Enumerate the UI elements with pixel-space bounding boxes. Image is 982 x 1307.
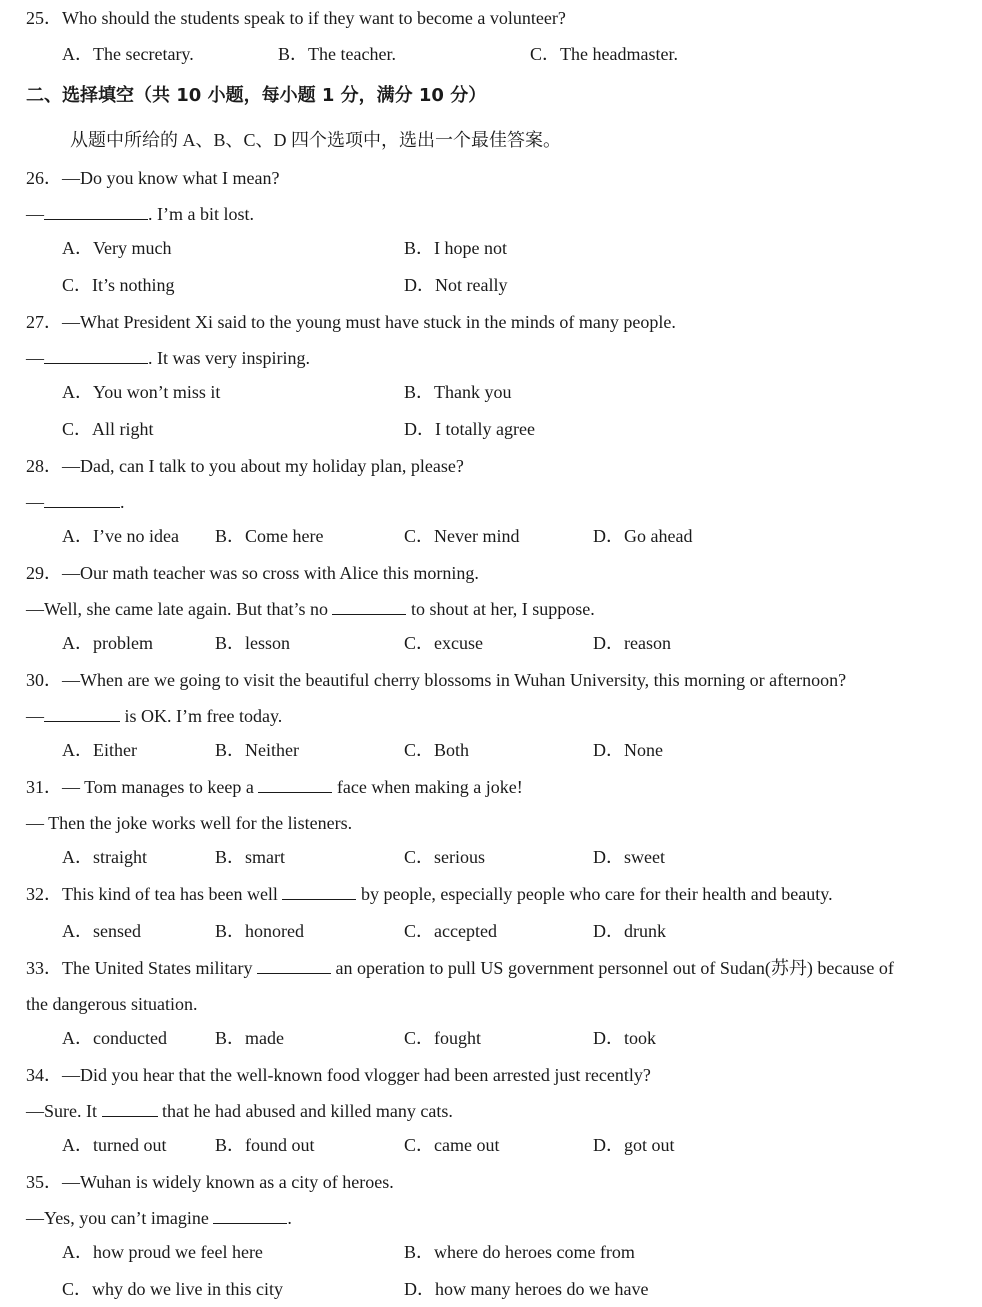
q31-line1-suffix: face when making a joke! xyxy=(336,777,523,797)
q29-option-d[interactable]: D．reason xyxy=(593,633,671,653)
q29-line1: 29．—Our math teacher was so cross with Alice this morning. xyxy=(26,563,479,583)
q27-answer-blank[interactable] xyxy=(44,347,148,364)
q35-option-b[interactable]: B．where do heroes come from xyxy=(404,1242,635,1262)
q28-line1: 28．—Dad, can I talk to you about my holiday plan, please? xyxy=(26,456,464,476)
q32-line1-prefix: 32．This kind of tea has been well xyxy=(26,884,278,904)
q33-line1 xyxy=(26,957,894,979)
q30-option-a[interactable]: A．Either xyxy=(62,740,137,760)
q34-line2-suffix: that he had abused and killed many cats. xyxy=(162,1101,453,1121)
q29-line2 xyxy=(26,598,595,620)
q25-option-c[interactable]: C．The headmaster. xyxy=(530,44,678,64)
q26-line2-suffix: . I’m a bit lost. xyxy=(148,204,254,224)
q34-option-d[interactable]: D．got out xyxy=(593,1135,675,1155)
q26-option-a[interactable]: A．Very much xyxy=(62,238,172,258)
q29-line2-prefix: —Well, she came late again. But that’s no xyxy=(26,599,328,619)
q30-line2-suffix: is OK. I’m free today. xyxy=(124,706,283,726)
q33-line2: the dangerous situation. xyxy=(26,994,198,1014)
q27-line2-suffix: . It was very inspiring. xyxy=(148,348,310,368)
q33-line1-suffix: an operation to pull US government personnel out of Sudan(苏丹) because of xyxy=(335,958,894,978)
q28-line2-suffix: . xyxy=(120,492,125,512)
q35-option-d[interactable]: D．how many heroes do we have xyxy=(404,1279,649,1299)
q27-option-c[interactable]: C．All right xyxy=(62,419,154,439)
q29-answer-blank[interactable] xyxy=(332,598,406,615)
q29-option-c[interactable]: C．excuse xyxy=(404,633,483,653)
q32-option-a[interactable]: A．sensed xyxy=(62,921,141,941)
q31-answer-blank[interactable] xyxy=(258,776,332,793)
q26-option-d[interactable]: D．Not really xyxy=(404,275,508,295)
q32-option-c[interactable]: C．accepted xyxy=(404,921,497,941)
q29-option-b[interactable]: B．lesson xyxy=(215,633,291,653)
q35-line2-prefix: —Yes, you can’t imagine xyxy=(26,1208,209,1228)
q33-option-a[interactable]: A．conducted xyxy=(62,1028,167,1048)
q33-option-d[interactable]: D．took xyxy=(593,1028,656,1048)
q29-option-a[interactable]: A．problem xyxy=(62,633,153,653)
q35-option-a[interactable]: A．how proud we feel here xyxy=(62,1242,263,1262)
q31-option-b[interactable]: B．smart xyxy=(215,847,285,867)
q28-option-c[interactable]: C．Never mind xyxy=(404,526,520,546)
q27-line2-prefix: — xyxy=(26,348,44,368)
section-heading: 二、选择填空（共 10 小题，每小题 1 分，满分 10 分） xyxy=(26,85,487,106)
q34-answer-blank[interactable] xyxy=(102,1100,158,1117)
q32-line1 xyxy=(26,883,833,905)
q26-option-b[interactable]: B．I hope not xyxy=(404,238,507,258)
q34-line1: 34．—Did you hear that the well-known food vlogger had been arrested just recently? xyxy=(26,1065,651,1085)
q28-option-b[interactable]: B．Come here xyxy=(215,526,324,546)
q29-line2-suffix: to shout at her, I suppose. xyxy=(410,599,595,619)
q31-line1 xyxy=(26,776,523,798)
q28-option-a[interactable]: A．I’ve no idea xyxy=(62,526,179,546)
q31-option-d[interactable]: D．sweet xyxy=(593,847,665,867)
q26-line1: 26．—Do you know what I mean? xyxy=(26,168,280,188)
q31-line2: — Then the joke works well for the listeners. xyxy=(26,813,353,833)
q33-option-b[interactable]: B．made xyxy=(215,1028,284,1048)
q25-stem: 25．Who should the students speak to if they want to become a volunteer? xyxy=(26,8,566,28)
q35-answer-blank[interactable] xyxy=(213,1207,287,1224)
q30-line2-prefix: — xyxy=(26,706,44,726)
q27-option-b[interactable]: B．Thank you xyxy=(404,382,512,402)
q34-line2 xyxy=(26,1100,453,1122)
q31-option-c[interactable]: C．serious xyxy=(404,847,485,867)
q28-line2 xyxy=(26,491,125,513)
q34-option-b[interactable]: B．found out xyxy=(215,1135,315,1155)
q33-option-c[interactable]: C．fought xyxy=(404,1028,482,1048)
q30-line1: 30．—When are we going to visit the beautiful cherry blossoms in Wuhan University, this morning or afternoon? xyxy=(26,670,847,690)
q32-option-b[interactable]: B．honored xyxy=(215,921,304,941)
q31-option-a[interactable]: A．straight xyxy=(62,847,147,867)
q26-option-c[interactable]: C．It’s nothing xyxy=(62,275,175,295)
q32-line1-suffix: by people, especially people who care for their health and beauty. xyxy=(360,884,833,904)
q32-answer-blank[interactable] xyxy=(282,883,356,900)
q33-line1-prefix: 33．The United States military xyxy=(26,958,253,978)
section-instruction: 从题中所给的 A、B、C、D 四个选项中，选出一个最佳答案。 xyxy=(70,130,562,150)
q26-answer-blank[interactable] xyxy=(44,203,148,220)
q27-option-d[interactable]: D．I totally agree xyxy=(404,419,535,439)
q28-line2-prefix: — xyxy=(26,492,44,512)
q35-option-c[interactable]: C．why do we live in this city xyxy=(62,1279,283,1299)
q27-line2 xyxy=(26,347,310,369)
q32-option-d[interactable]: D．drunk xyxy=(593,921,666,941)
q34-option-c[interactable]: C．came out xyxy=(404,1135,500,1155)
q34-option-a[interactable]: A．turned out xyxy=(62,1135,167,1155)
q25-option-a[interactable]: A．The secretary. xyxy=(62,44,194,64)
q33-answer-blank[interactable] xyxy=(257,957,331,974)
q35-line2-suffix: . xyxy=(287,1208,292,1228)
q26-line2 xyxy=(26,203,254,225)
q35-line2 xyxy=(26,1207,292,1229)
q26-line2-prefix: — xyxy=(26,204,44,224)
q28-answer-blank[interactable] xyxy=(44,491,120,508)
q30-line2 xyxy=(26,705,282,727)
q25-option-b[interactable]: B．The teacher. xyxy=(278,44,396,64)
q31-line1-prefix: 31．— Tom manages to keep a xyxy=(26,777,254,797)
q27-line1: 27．—What President Xi said to the young must have stuck in the minds of many people. xyxy=(26,312,676,332)
q28-option-d[interactable]: D．Go ahead xyxy=(593,526,693,546)
q34-line2-prefix: —Sure. It xyxy=(26,1101,97,1121)
q30-option-b[interactable]: B．Neither xyxy=(215,740,299,760)
q30-option-d[interactable]: D．None xyxy=(593,740,663,760)
q27-option-a[interactable]: A．You won’t miss it xyxy=(62,382,221,402)
q35-line1: 35．—Wuhan is widely known as a city of heroes. xyxy=(26,1172,394,1192)
q30-option-c[interactable]: C．Both xyxy=(404,740,470,760)
q30-answer-blank[interactable] xyxy=(44,705,120,722)
